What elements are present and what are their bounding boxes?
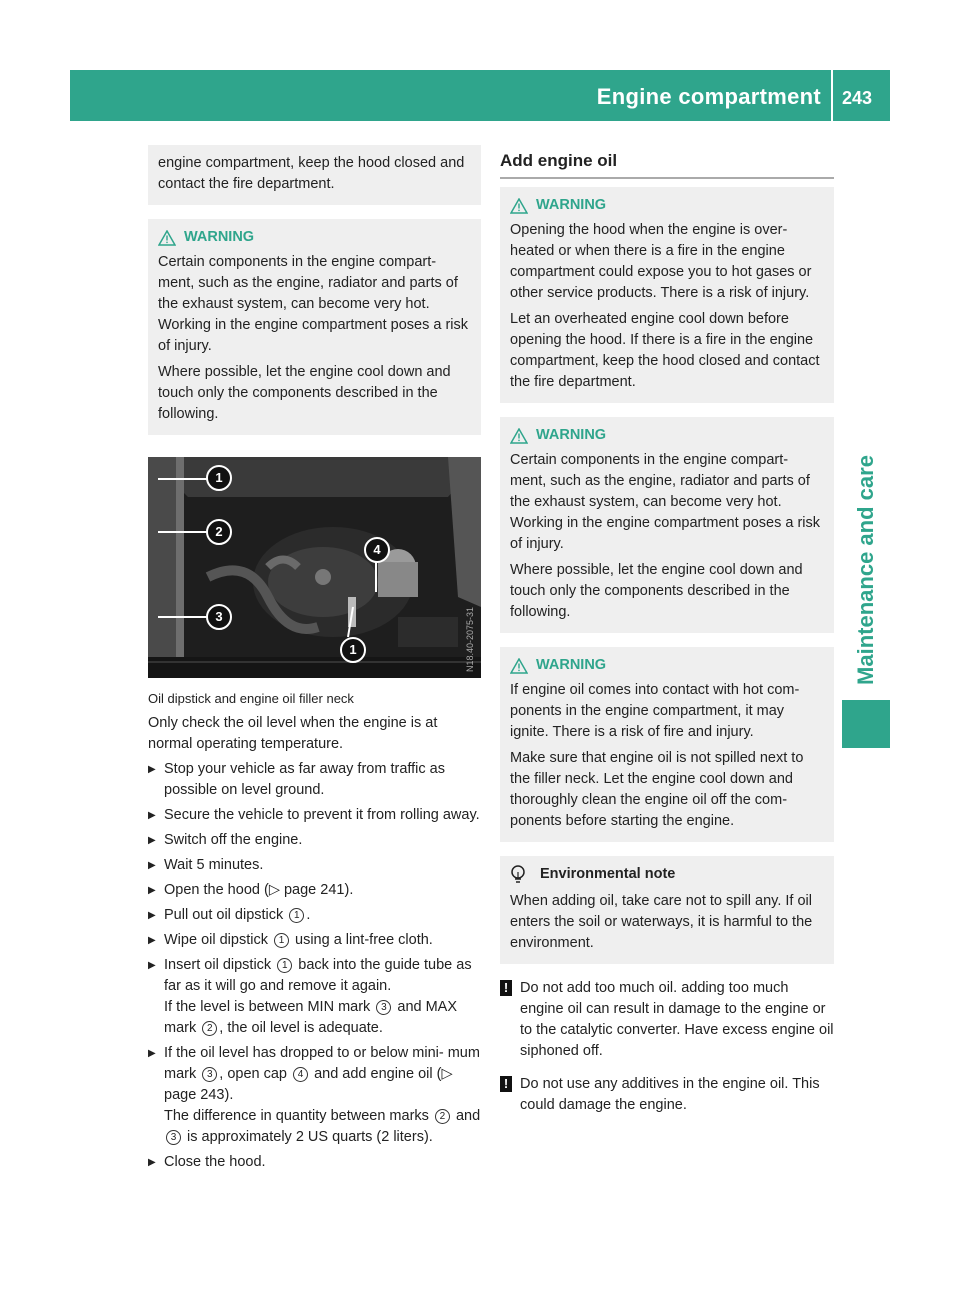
callout-2: 2 xyxy=(202,1021,217,1036)
page-ref-link[interactable]: ▷ page 243 xyxy=(164,1066,453,1103)
env-title: Environmental note xyxy=(540,866,676,882)
warning-title: WARNING xyxy=(536,427,607,443)
engine-compartment-photo xyxy=(148,457,481,678)
warning-heading xyxy=(158,227,471,248)
callout-1: 1 xyxy=(274,933,289,948)
warning-title: WARNING xyxy=(536,197,607,213)
callout-1: 1 xyxy=(277,958,292,973)
notice-text: Do not use any additives in the engine oil. This could damage the engine. xyxy=(520,1076,820,1113)
step-item: ▶ If the oil level has dropped to or below mini- mum mark 3 , open cap 4 and add engine oil (▷ page 243). The difference in quantity between marks 2 and 3 is approximately 2 US quarts (2 liters). xyxy=(148,1043,481,1148)
figure-caption: Oil dipstick and engine oil filler neck xyxy=(148,691,354,706)
engine-illustration xyxy=(148,457,481,678)
warning-box xyxy=(148,219,481,435)
marker-1: 1 xyxy=(206,465,232,491)
left-column xyxy=(148,145,481,1177)
callout-2: 2 xyxy=(435,1109,450,1124)
warning-text: If engine oil comes into contact with hot com- ponents in the engine compartment, it may ignite. There is a risk of fire and injury. xyxy=(510,682,800,740)
env-heading xyxy=(510,864,824,885)
page-title: Engine compartment xyxy=(596,84,821,109)
step-item: ▶ Secure the vehicle to prevent it from rolling away. xyxy=(148,805,481,826)
callout-3: 3 xyxy=(376,1000,391,1015)
warning-box xyxy=(500,647,834,842)
warning-text: Opening the hood when the engine is over- heated or when there is a fire in the engine compartment could expose you to hot gases or other service products. There is a risk of injury. xyxy=(510,222,812,301)
step-item: ▶ Open the hood (▷ page 241). xyxy=(148,880,481,901)
step-item: ▶ Wait 5 minutes. xyxy=(148,855,481,876)
lightbulb-icon xyxy=(510,865,526,885)
warning-triangle-icon xyxy=(510,658,528,674)
warning-text: Let an overheated engine cool down before opening the hood. If there is a fire in the engine compartment, keep the hood closed and contact the fire department. xyxy=(510,311,820,390)
exclamation-icon: ! xyxy=(500,1076,512,1092)
warning-box xyxy=(500,187,834,403)
step-item: ▶ Insert oil dipstick 1 back into the guide tube as far as it will go and remove it again. If the level is between MIN mark 3 and MAX mark 2 , the oil level is adequate. xyxy=(148,955,481,1039)
warning-triangle-icon xyxy=(510,428,528,444)
warning-text: Where possible, let the engine cool down and touch only the components described in the following. xyxy=(510,562,803,620)
intro-paragraph: Only check the oil level when the engine is at normal operating temperature. xyxy=(148,715,438,752)
section-side-tab[interactable] xyxy=(836,440,896,700)
intro-box-text: engine compartment, keep the hood closed and contact the fire department. xyxy=(158,155,465,192)
warning-triangle-icon xyxy=(158,230,176,246)
callout-3: 3 xyxy=(166,1130,181,1145)
warning-text: Where possible, let the engine cool down and touch only the components described in the following. xyxy=(158,364,451,422)
callout-3: 3 xyxy=(202,1067,217,1082)
section-heading: Add engine oil xyxy=(500,150,834,179)
step-item: ▶ Wipe oil dipstick 1 using a lint-free cloth. xyxy=(148,930,481,951)
warning-box xyxy=(500,417,834,633)
env-text: When adding oil, take care not to spill any. If oil enters the soil or waterways, it is harmful to the environment. xyxy=(510,893,813,951)
notice-item xyxy=(500,978,834,1062)
page-ref-link[interactable]: ▷ page 241 xyxy=(268,882,345,898)
warning-title: WARNING xyxy=(536,657,607,673)
notice-item xyxy=(500,1074,834,1116)
warning-text: Make sure that engine oil is not spilled next to the filler neck. Let the engine cool down and thoroughly clean the engine oil off the com- ponents before starting the engine. xyxy=(510,750,804,829)
warning-title: WARNING xyxy=(184,229,255,245)
notice-text: Do not add too much oil. adding too much engine oil can result in damage to the engine or to the catalytic converter. Have excess engine oil siphoned off. xyxy=(520,980,834,1059)
warning-text: Certain components in the engine compart- ment, such as the engine, radiator and parts of the exhaust system, can become very hot. Working in the engine compartment poses a risk of injury. xyxy=(510,452,821,552)
marker-2: 2 xyxy=(206,519,232,545)
page-number: 243 xyxy=(842,88,873,108)
marker-3: 3 xyxy=(206,604,232,630)
warning-triangle-icon xyxy=(510,198,528,214)
callout-4: 4 xyxy=(293,1067,308,1082)
header-divider xyxy=(831,70,833,121)
environmental-note-box xyxy=(500,856,834,964)
step-item: ▶ Stop your vehicle as far away from traffic as possible on level ground. xyxy=(148,759,481,801)
warning-heading xyxy=(510,425,824,446)
side-tab-label: Maintenance and care xyxy=(853,455,878,685)
marker-4: 4 xyxy=(364,537,390,563)
marker-1b: 1 xyxy=(340,637,366,663)
exclamation-icon: ! xyxy=(500,980,512,996)
intro-box xyxy=(148,145,481,205)
step-item: ▶ Switch off the engine. xyxy=(148,830,481,851)
callout-1: 1 xyxy=(289,908,304,923)
warning-text: Certain components in the engine compart- ment, such as the engine, radiator and parts of the exhaust system, can become very hot. Working in the engine compartment poses a risk of injury. xyxy=(158,254,469,354)
right-column xyxy=(500,145,834,1124)
figure-code: N18.40-2075-31 xyxy=(465,606,475,672)
step-item: ▶ Close the hood. xyxy=(148,1152,481,1173)
warning-heading xyxy=(510,195,824,216)
step-list xyxy=(148,759,481,1173)
side-tab-marker xyxy=(842,700,890,748)
step-item: ▶ Pull out oil dipstick 1 . xyxy=(148,905,481,926)
warning-heading xyxy=(510,655,824,676)
